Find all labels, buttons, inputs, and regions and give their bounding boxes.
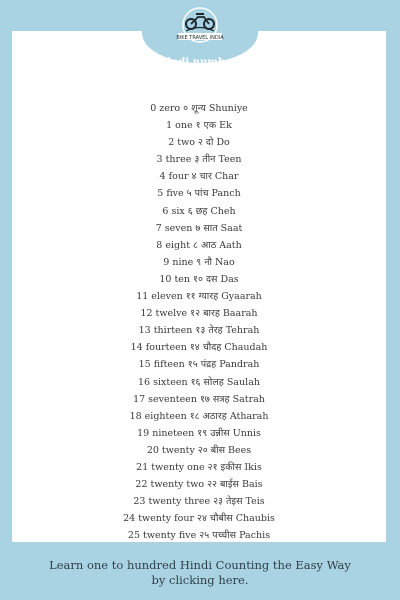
list-item: 6 six ६ छह Cheh: [162, 205, 236, 217]
list-item: 3 three ३ तीन Teen: [156, 154, 242, 166]
list-item: 8 eight ८ आठ Aath: [156, 239, 242, 251]
list-item: 17 seventeen १७ सत्रह Satrah: [133, 393, 265, 405]
list-item: 23 twenty three २३ तेइस Teis: [133, 496, 265, 508]
page-title-line2: 1 TO 25: [178, 69, 222, 80]
list-item: 0 zero ० शून्य Shuniye: [150, 103, 248, 114]
list-item: 12 twelve १२ बारह Baarah: [140, 308, 258, 320]
list-item: 11 eleven ११ ग्यारह Gyaarah: [136, 291, 262, 303]
list-item: 19 nineteen १९ उन्नीस Unnis: [137, 427, 261, 439]
list-item: 16 sixteen १६ सोलह Saulah: [138, 376, 260, 388]
list-item: 22 twenty two २२ बाईस Bais: [135, 479, 263, 491]
list-item: 13 thirteen १३ तेरह Tehrah: [138, 325, 260, 337]
numbers-list: [12, 100, 386, 544]
footer-line1[interactable]: Learn one to hundred Hindi Counting the Easy Way: [49, 558, 351, 572]
list-item: 15 fifteen १५ पंद्रह Pandrah: [138, 359, 260, 371]
list-item: 20 twenty २० बीस Bees: [146, 444, 252, 456]
list-item: 14 fourteen १४ चौदह Chaudah: [130, 342, 268, 354]
list-item: 24 twenty four २४ चौबीस Chaubis: [123, 513, 275, 525]
logo-text: BIKE TRAVEL INDIA: [176, 35, 224, 41]
list-item: 25 twenty five २५ पच्चीस Pachis: [127, 530, 271, 542]
list-item: 10 ten १० दस Das: [159, 273, 239, 285]
bike-travel-logo-icon: [174, 6, 226, 50]
list-item: 9 nine ९ नौ Nao: [163, 256, 235, 268]
footer-link[interactable]: [10, 558, 390, 588]
list-item: 7 seven ७ सात Saat: [155, 222, 243, 234]
page-title-line1: Hindi numbers: [157, 57, 243, 68]
list-item: 1 one १ एक Ek: [166, 120, 232, 132]
page-title: [142, 57, 258, 81]
list-item: 18 eighteen १८ अठारह Atharah: [129, 410, 269, 422]
list-item: 21 twenty one २१ इकीस Ikis: [136, 461, 262, 473]
footer-line2[interactable]: by clicking here.: [151, 573, 249, 587]
list-item: 4 four ४ चार Char: [159, 171, 239, 183]
list-item: 5 five ५ पांच Panch: [157, 188, 241, 200]
list-item: 2 two २ दो Do: [168, 137, 230, 149]
